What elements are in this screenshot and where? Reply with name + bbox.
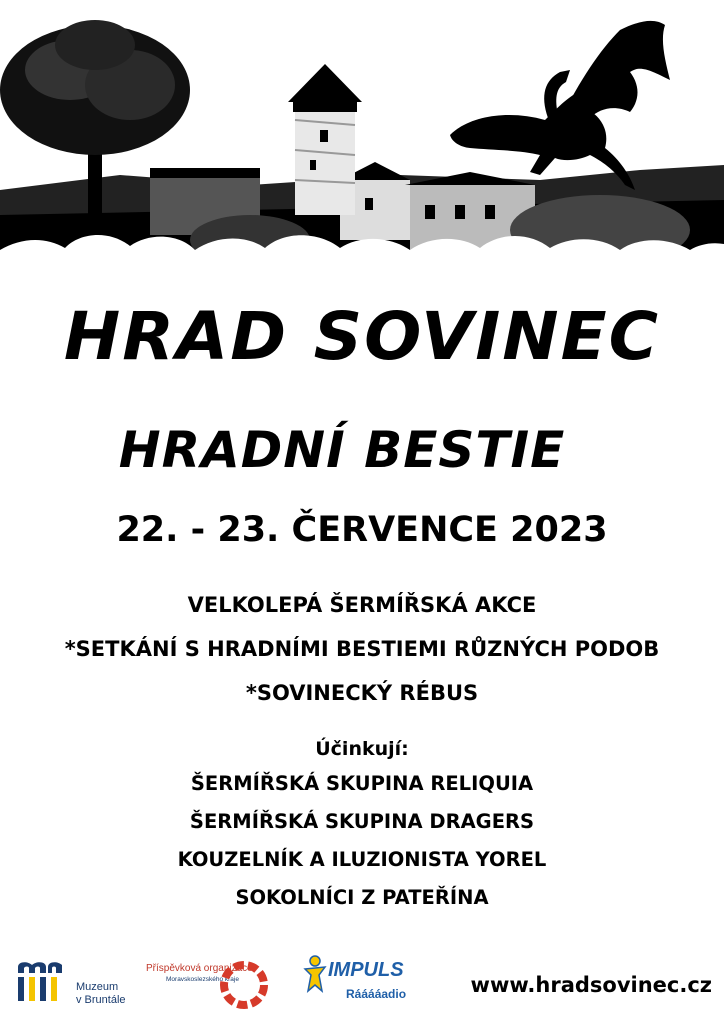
performer-list <box>0 765 724 917</box>
website-url: www.hradsovinec.cz <box>470 973 712 997</box>
feature-item: *SETKÁNÍ S HRADNÍMI BESTIEMI RŮZNÝCH PODOB <box>64 637 660 661</box>
impuls-figure-icon <box>302 955 328 995</box>
impuls-name: IMPULS <box>328 959 404 981</box>
muzeum-logo <box>14 959 144 1011</box>
event-dates: 22. - 23. ČERVENCE 2023 <box>116 510 608 550</box>
muzeum-name <box>76 981 126 1007</box>
performer-item: KOUZELNÍK A ILUZIONISTA YOREL <box>177 848 547 871</box>
muzeum-logo-icon <box>14 959 70 1005</box>
feature-list <box>0 583 724 715</box>
performer-item: ŠERMÍŘSKÁ SKUPINA RELIQUIA <box>190 772 534 795</box>
ppo-line2: Moravskoslezského kraje <box>166 976 239 983</box>
muzeum-line2: v Bruntále <box>76 994 126 1006</box>
performer-item: ŠERMÍŘSKÁ SKUPINA DRAGERS <box>189 810 535 833</box>
feature-item: *SOVINECKÝ RÉBUS <box>245 681 479 705</box>
ppo-logo <box>146 955 276 1015</box>
castle-illustration <box>0 0 724 300</box>
ppo-line1: Příspěvková organizace <box>146 963 253 974</box>
performers-heading: Účinkují: <box>315 738 409 760</box>
ppo-ring-icon <box>216 957 272 1013</box>
event-title: HRAD SOVINEC <box>63 298 661 375</box>
feature-item: VELKOLEPÁ ŠERMÍŘSKÁ AKCE <box>187 593 537 617</box>
performer-item: SOKOLNÍCI Z PATEŘÍNA <box>235 886 489 909</box>
muzeum-line1: Muzeum <box>76 981 119 993</box>
footer <box>0 945 724 1024</box>
impuls-logo <box>302 953 432 1013</box>
impuls-subtitle: Rááááadio <box>346 987 407 1001</box>
event-subtitle: HRADNÍ BESTIE <box>118 421 566 479</box>
